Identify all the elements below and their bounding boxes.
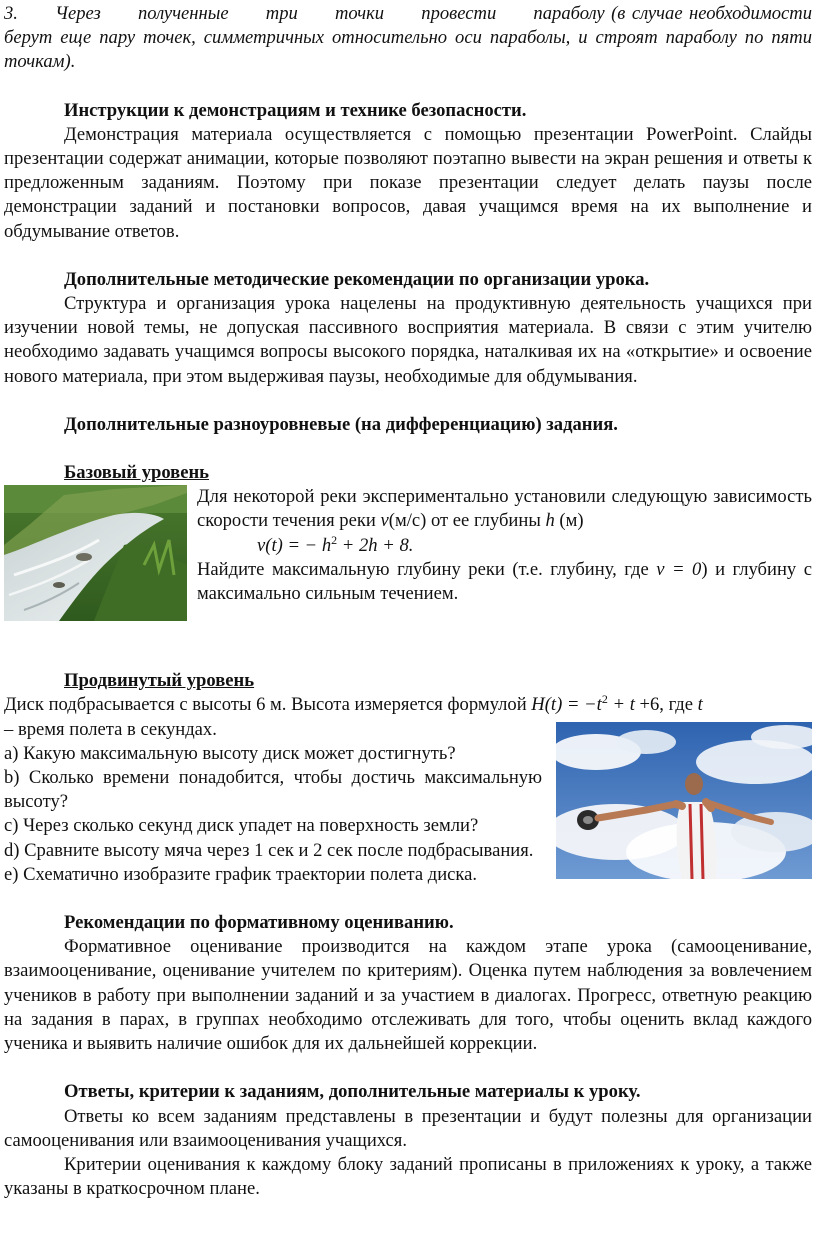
river-photo (4, 485, 187, 621)
basic-level-heading: Базовый уровень (64, 462, 210, 484)
intro-item-3: 3. Через полученные три точки провести параболу (в случае необходимости берут еще пару точек, симметричных относительно оси параболы, и строят параболу по пяти точкам). (4, 3, 812, 73)
answers-heading: Ответы, критерии к заданиям, дополнительные материалы к уроку. (64, 1081, 641, 1103)
formative-heading: Рекомендации по формативному оцениванию. (64, 912, 454, 934)
basic-text-1: Для некоторой реки экспериментально установили следующую зависимость скорости течения реки (197, 486, 812, 532)
tasks-heading: Дополнительные разноуровневые (на дифференциацию) задания. (64, 413, 618, 435)
document-page (4, 2, 812, 1201)
basic-text-2: (м/с) от ее глубины (388, 510, 546, 532)
advanced-var-t: t (697, 694, 703, 716)
basic-formula-lhs: v(t) (257, 534, 283, 556)
question-e: e) Схематично изобразите график траектории полета диска. (4, 863, 478, 885)
basic-formula-exp: 2 (331, 532, 338, 547)
instructions-heading: Инструкции к демонстрациям и технике безопасности. (64, 99, 527, 121)
basic-task-block (4, 485, 812, 621)
question-a: a) Какую максимальную высоту диск может достигнуть? (4, 742, 456, 764)
formative-text: Формативное оценивание производится на каждом этапе урока (самооценивание, взаимооценивание, оценивание учителем по критериям). Оценка путем наблюдения за вовлечением учеников в работу при выполнении заданий и за участием в диалогах. Прогресс, ответную реакцию на задания в парах, в группах необходимо отслеживать для того, чтобы оценить вклад каждого ученика и выявить наличие ошибок для их дальнейшей коррекции. (4, 936, 812, 1055)
basic-formula-rhs: + 2h + 8. (337, 534, 414, 556)
basic-var-h: h (545, 510, 555, 532)
basic-formula (197, 534, 812, 558)
advanced-formula-a: H(t) = −t (531, 694, 602, 716)
discus-thrower-photo (556, 722, 812, 879)
advanced-line-1b: +6, где (634, 694, 698, 716)
basic-formula-mid: = − h (282, 534, 332, 556)
answers-text-1: Ответы ко всем заданиям представлены в презентации и будут полезны для организации самооценивания или взаимооценивания учащихся. (4, 1105, 812, 1151)
instructions-text: Демонстрация материала осуществляется с помощью презентации PowerPoint. Слайды презентации содержат анимации, которые позволяют поэтапно вывести на экран решения и ответы к предложенным заданиям. Поэтому при показе презентации следует делать паузы после демонстрации заданий и постановки вопросов, давая учащимся время на их выполнение и обдумывание ответов. (4, 123, 812, 242)
advanced-task-block (4, 718, 812, 887)
advanced-questions (4, 718, 542, 887)
method-heading: Дополнительные методические рекомендации по организации урока. (64, 268, 650, 290)
basic-task-text (197, 485, 812, 606)
advanced-formula-exp: 2 (601, 692, 608, 707)
basic-cond: v = 0 (656, 558, 702, 580)
method-text: Структура и организация урока нацелены на продуктивную деятельность учащихся при изучении новой темы, не допуская пассивного восприятия материала. В связи с этим учителю необходимо задавать учащимся вопросы высокого порядка, наталкивая их на «открытие» и освоение нового материала, при этом выдерживая паузы, необходимые для обдумывания. (4, 293, 812, 387)
advanced-level-heading: Продвинутый уровень (64, 670, 255, 692)
question-d: d) Сравните высоту мяча через 1 сек и 2 сек после подбрасывания. (4, 839, 534, 861)
advanced-line-1a: Диск подбрасывается с высоты 6 м. Высота измеряется формулой (4, 694, 532, 716)
answers-text-2: Критерии оценивания к каждому блоку заданий прописаны в приложениях к уроку, а также указаны в краткосрочном плане. (4, 1153, 812, 1200)
question-b: b) Сколько времени понадобится, чтобы достичь максимальную высоту? (4, 767, 542, 813)
basic-var-v: v (380, 510, 389, 532)
advanced-line-1 (4, 693, 812, 717)
basic-text-5: ) и глубину с максимально сильным течением. (197, 558, 812, 605)
advanced-line-2: – время полета в секундах. (4, 718, 217, 740)
advanced-formula-b: + t (607, 694, 635, 716)
basic-text-4: Найдите максимальную глубину реки (т.е. глубину, где (197, 558, 657, 580)
basic-text-3: (м) (554, 510, 584, 532)
question-c: c) Через сколько секунд диск упадет на поверхность земли? (4, 815, 479, 837)
